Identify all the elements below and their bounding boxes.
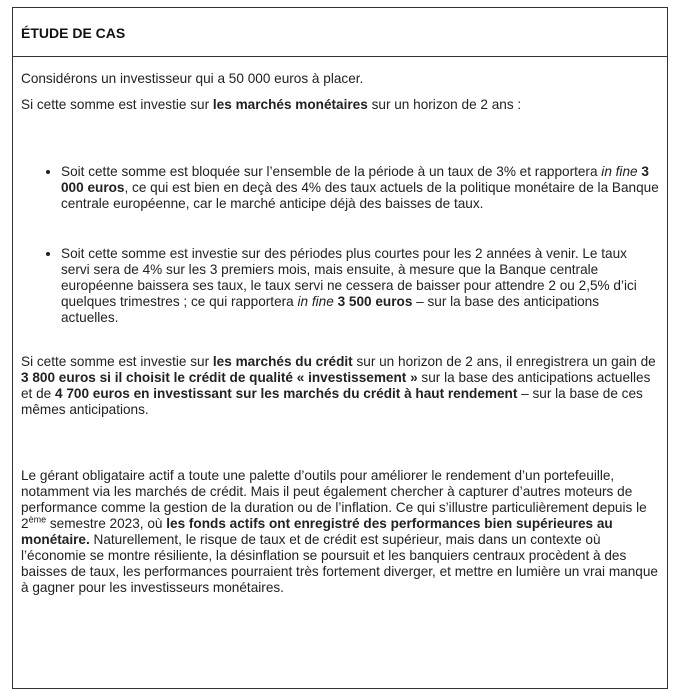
scenario-list xyxy=(21,164,659,212)
intro-paragraph: Considérons un investisseur qui a 50 000 euros à placer. xyxy=(21,71,364,86)
case-study-content xyxy=(13,57,667,596)
list-item: • Soit cette somme est bloquée sur l’ensemble de la période à un taux de 3% et rapportera in fine 3 000 euros, ce qui est bien en deçà des 4% des taux actuels de la politique monétaire de la Banque centrale européenne, car le marché anticipe déjà des baisses de taux. xyxy=(61,164,659,212)
case-study-box xyxy=(12,7,668,689)
credit-market-paragraph: Si cette somme est investie sur les marchés du crédit sur un horizon de 2 ans, il enregistrera un gain de 3 800 euros si il choisit le crédit de qualité « investissement » sur la base des anticipations actuelles et de 4 700 euros en investissant sur les marchés du crédit à haut rendement – sur la base de ces mêmes anticipations. xyxy=(21,354,656,417)
monetary-market-paragraph: Si cette somme est investie sur les marchés monétaires sur un horizon de 2 ans : xyxy=(21,97,522,112)
list-item: • Soit cette somme est investie sur des périodes plus courtes pour les 2 années à venir. Le taux servi sera de 4% sur les 3 premiers mois, mais ensuite, à mesure que la Banque centrale européenne baissera ses taux, le taux servi ne cessera de baisser pour attendre 2 ou 2,5% d’ici quelques trimestres ; ce qui rapportera in fine 3 500 euros – sur la base des anticipations actuelles. xyxy=(61,246,659,326)
active-manager-paragraph: Le gérant obligataire actif a toute une palette d’outils pour améliorer le rendement d’un portefeuille, notamment via les marchés de crédit. Mais il peut également chercher à capturer d’autres moteurs de performance comme la gestion de la duration ou de l’inflation. Ce qui s’illustre particulièrement depuis le 2ème semestre 2023, où les fonds actifs ont enregistré des performances bien supérieures au monétaire. Naturellement, le risque de taux et de crédit est supérieur, mais dans un contexte où l’économie se montre résiliente, la désinflation se poursuit et les banquiers centraux procèdent à des baisses de taux, les performances pourraient très fortement diverger, et mettre en lumière un vrai manque à gagner pour les investisseurs monétaires. xyxy=(21,468,658,595)
scenario-list xyxy=(21,246,659,326)
case-study-title: ÉTUDE DE CAS xyxy=(13,8,667,57)
